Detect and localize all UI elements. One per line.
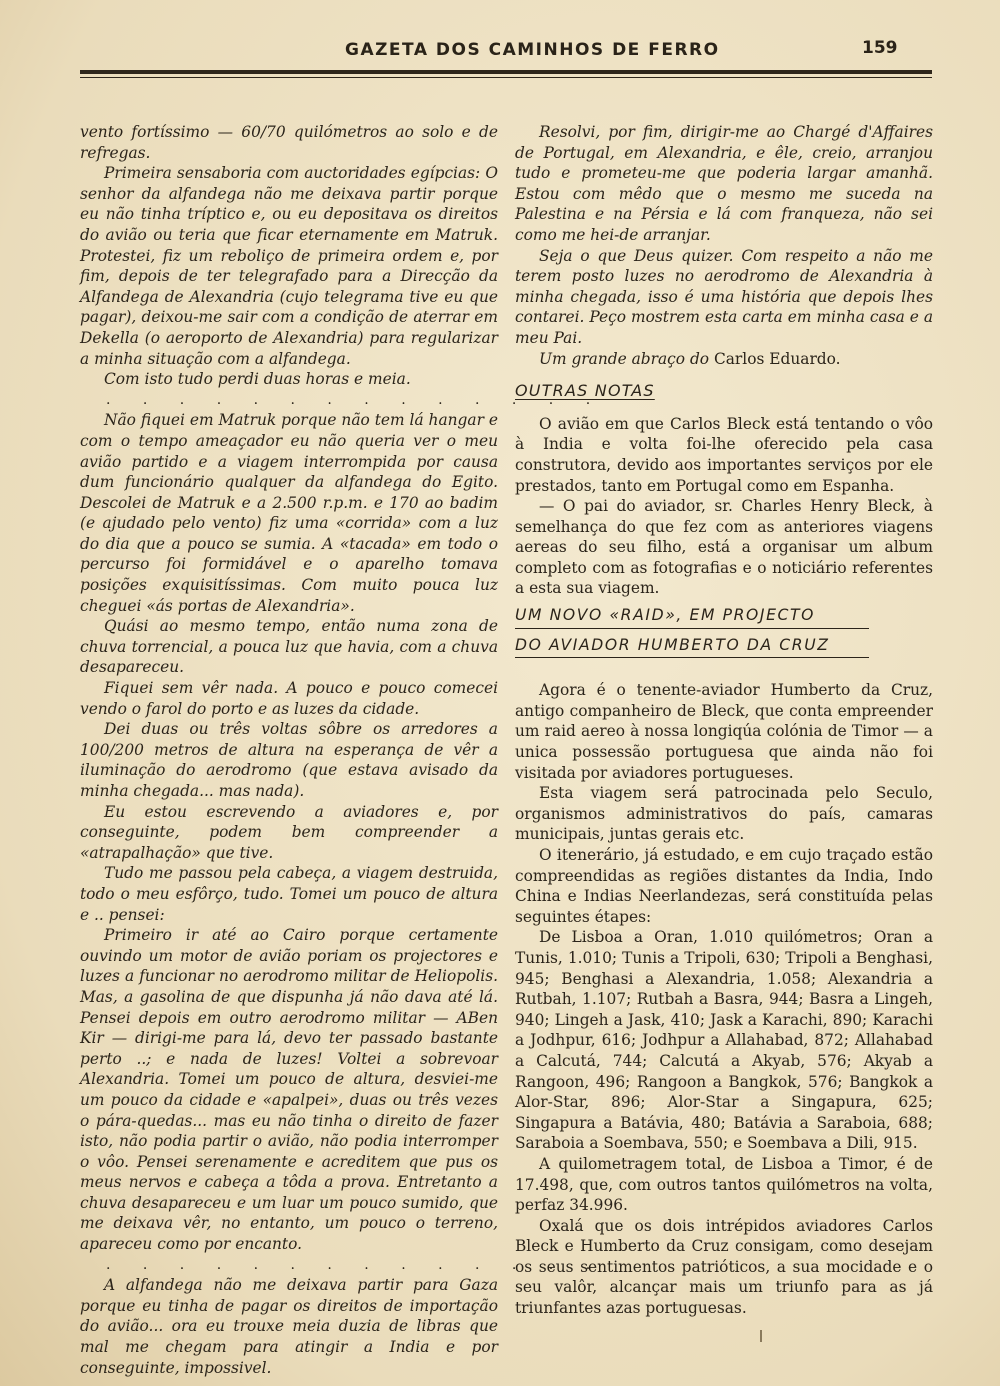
running-title: GAZETA DOS CAMINHOS DE FERRO xyxy=(345,40,720,60)
paragraph: Com isto tudo perdi duas horas e meia. xyxy=(104,370,411,389)
end-mark xyxy=(760,1330,762,1342)
paragraph: Resolvi, por fim, dirigir-me ao Chargé d'Affaires de Portugal, em Alexandria, e êle, creio, arranjou tudo e prometeu-me que poderia largar amanhã. Estou com mêdo que o mesmo me suceda na Palestina e na Pérsia e lá com franqueza, não sei como me hei-de arranjar. xyxy=(515,123,933,244)
paragraph: Eu estou escrevendo a aviadores e, por conseguinte, podem bem compreender a «atrapalhação» que tive. xyxy=(80,802,498,862)
paragraph: Tudo me passou pela cabeça, a viagem destruida, todo o meu esfôrço, tudo. Tomei um pouco de altura e .. pensei: xyxy=(80,864,498,924)
right-column xyxy=(515,122,933,1319)
heading-line: UM NOVO «RAID», EM PROJECTO xyxy=(515,605,869,629)
paragraph: A alfandega não me deixava partir para Gaza porque eu tinha de pagar os direitos de importação do avião... ora eu trouxe meia duzia de libras que mal me chegam para atingir a India e por conseguinte, impossivel. xyxy=(80,1276,498,1377)
ellipsis-separator: . . . . . . . . . . . . . . xyxy=(106,1256,605,1273)
paragraph: Seja o que Deus quizer. Com respeito a não me terem posto luzes no aerodromo de Alexandria à minha chegada, isso é uma história que depois lhes contarei. Peço mostrem esta carta em minha casa e a meu Pai. xyxy=(515,246,933,347)
header-rule-thin xyxy=(80,77,932,78)
section-heading-outras-notas: OUTRAS NOTAS xyxy=(515,381,655,401)
paragraph: vento fortíssimo — 60/70 quilómetros ao solo e de refregas. xyxy=(80,123,498,162)
paragraph: Oxalá que os dois intrépidos aviadores Carlos Bleck e Humberto da Cruz consigam, como desejam os seus sentimentos patrióticos, a sua mocidade e o seu valôr, alcançar mais um triunfo para as já triunfantes azas portuguesas. xyxy=(515,1216,933,1318)
paragraph: Esta viagem será patrocinada pelo Seculo, organismos administrativos do país, camaras municipais, juntas gerais etc. xyxy=(515,784,933,844)
paragraph: Primeiro ir até ao Cairo porque certamente ouvindo um motor de avião poriam os projectores e luzes a funcionar no aerodromo militar de Heliopolis. Mas, a gasolina de que dispunha já não dava até lá. Pensei depois em outro aerodromo militar — ABen Kir — dirigi-me para lá, devo ter passado bastante perto ..; e nada de luzes! Voltei a sobrevoar Alexandria. Tomei um pouco de altura, desviei-me um pouco da cidade e «apalpei», duas ou três vezes o pára-quedas... mas eu não tinha o direito de fazer isto, não podia partir o avião, não podia interromper o vôo. Pensei serenamente e acreditem que pus os meus nervos e cabeça a tôda a prova. Entretanto a chuva desapareceu e um luar um pouco sumido, que me deixava vêr, no entanto, um pouco o terreno, apareceu como por encanto. xyxy=(80,926,498,1254)
ellipsis-separator: . . . . . . . . . . . . . . xyxy=(106,391,605,408)
paragraph: Não fiquei em Matruk porque não tem lá hangar e com o tempo ameaçador eu não queria ver o meu avião partido e a viagem interrompida por causa dum funcionário qualquer da alfandega do Egito. Descolei de Matruk e a 2.500 r.p.m. e 170 ao badim (e ajudado pelo vento) fiz uma «corrida» com a luz do dia que a pouco se sumia. A «tacada» em todo o percurso foi formidável e o aparelho tomava posições exquisitíssimas. Com muito pouca luz cheguei «ás portas de Alexandria». xyxy=(80,411,498,615)
signature-name: Carlos Eduardo. xyxy=(713,349,841,368)
paragraph: O itenerário, já estudado, e em cujo traçado estão compreendidas as regiões distantes da India, Indo China e Indias Neerlandezas, será constituída pelas seguintes étapes: xyxy=(515,846,933,926)
paragraph: A quilometragem total, de Lisboa a Timor, é de 17.498, que, com outros tantos quilómetros na volta, perfaz 34.996. xyxy=(515,1154,933,1215)
paragraph: Fiquei sem vêr nada. A pouco e pouco comecei vendo o farol do porto e as luzes da cidade. xyxy=(80,679,498,718)
heading-line: DO AVIADOR HUMBERTO DA CRUZ xyxy=(515,635,869,659)
header-rule xyxy=(80,70,932,74)
page-number: 159 xyxy=(862,38,898,58)
paragraph: Agora é o tenente-aviador Humberto da Cruz, antigo companheiro de Bleck, que conta empreender um raid aereo à nossa longiqúa colónia de Timor — a unica possessão portuguesa que ainda não foi visitada por aviadores portugueses. xyxy=(515,681,933,782)
letter-continuation xyxy=(515,122,933,349)
paragraph: Primeira sensaboria com auctoridades egípcias: O senhor da alfandega não me deixava partir porque eu não tinha tríptico e, ou eu depositava os direitos do avião ou teria que ficar eternamente em Matruk. Protestei, fiz um reboliço de primeira ordem e, por fim, depois de ter telegrafado para a Direcção da Alfandega de Alexandria (cujo telegrama tive eu que pagar), deixou-me sair com a condição de aterrar em Dekella (o aeroporto de Alexandria) para regularizar a minha situação com a alfandega. xyxy=(80,164,498,368)
paragraph: Dei duas ou três voltas sôbre os arredores a 100/200 metros de altura na esperança de vêr a iluminação do aerodromo (que estava avisado da minha chegada... mas nada). xyxy=(80,720,498,800)
letter-signature xyxy=(515,349,933,370)
paragraph: — O pai do aviador, sr. Charles Henry Bleck, à semelhança do que fez com as anteriores viagens aereas do seu filho, está a organisar um album completo com as fotografias e o noticiário referentes a esta sua viagem. xyxy=(515,497,933,598)
signature-prefix: Um grande abraço do xyxy=(539,349,710,368)
paragraph: O avião em que Carlos Bleck está tentando o vôo à India e volta foi-lhe oferecido pela casa construtora, devido aos importantes serviços por ele prestados, tanto em Portugal como em Espanha. xyxy=(515,414,933,495)
paragraph: De Lisboa a Oran, 1.010 quilómetros; Oran a Tunis, 1.010; Tunis a Tripoli, 630; Tripoli a Benghasi, 945; Benghasi a Alexandria, 1.058; Alexandria a Rutbah, 1.107; Rutbah a Basra, 944; Basra a Lingeh, 940; Lingeh a Jask, 410; Jask a Karachi, 890; Karachi a Jodhpur, 616; Jodhpur a Allahabad, 872; Allahabad a Calcutá, 744; Calcutá a Akyab, 576; Akyab a Rangoon, 496; Rangoon a Bangkok, 576; Bangkok a Alor-Star, 896; Alor-Star a Singapura, 625; Singapura a Batávia, 480; Batávia a Saraboia, 688; Saraboia a Soembava, 550; e Soembava a Dili, 915. xyxy=(515,928,933,1153)
paragraph: Quási ao mesmo tempo, então numa zona de chuva torrencial, a pouca luz que havia, com a chuva desapareceu. xyxy=(80,617,498,677)
section-heading-novo-raid xyxy=(515,605,933,658)
